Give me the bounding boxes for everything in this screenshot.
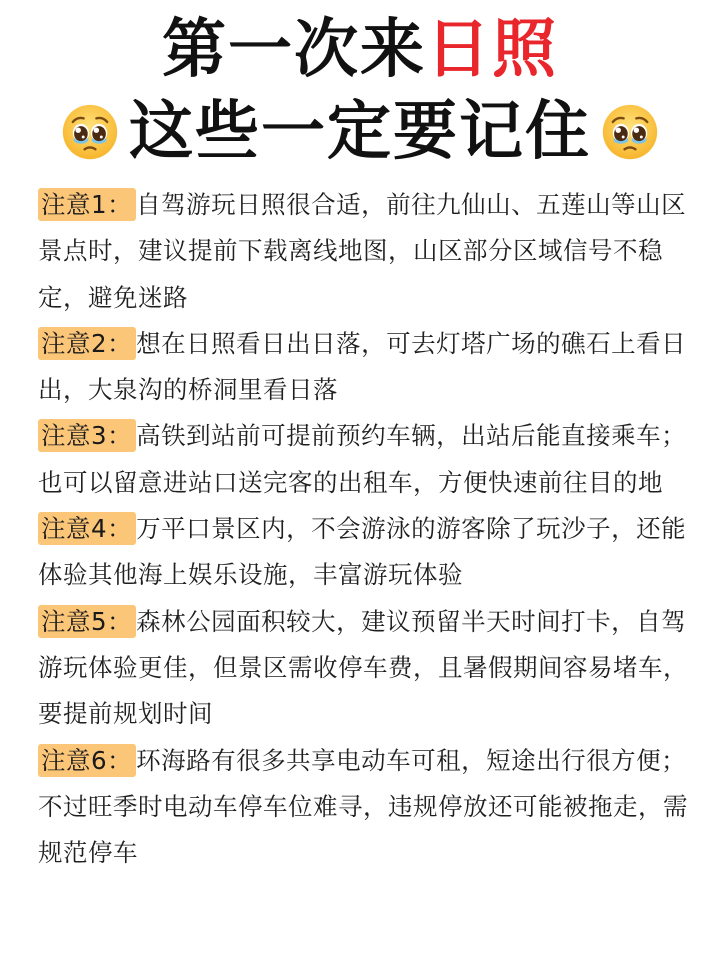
pleading-face-icon — [61, 103, 119, 161]
note-label: 注意1： — [38, 188, 136, 221]
note-text: 环海路有很多共享电动车可租，短途出行很方便；不过旺季时电动车停车位难寻，违规停放还可能被拖走，需规范停车 — [38, 745, 688, 868]
note-text: 自驾游玩日照很合适，前往九仙山、五莲山等山区景点时，建议提前下载离线地图，山区部分区域信号不稳定，避免迷路 — [38, 190, 687, 312]
note-item — [38, 321, 688, 414]
note-item — [38, 599, 688, 738]
note-item — [38, 506, 688, 599]
note-item — [38, 738, 688, 877]
note-text: 想在日照看日出日落，可去灯塔广场的礁石上看日出，大泉沟的桥洞里看日落 — [38, 328, 687, 405]
title-prefix: 第一次来 — [162, 13, 426, 87]
title-line-1 — [0, 12, 720, 88]
note-label: 注意6： — [38, 744, 136, 777]
note-text: 森林公园面积较大，建议预留半天时间打卡，自驾游玩体验更佳，但景区需收停车费，且暑假期间容易堵车，要提前规划时间 — [38, 606, 688, 729]
note-label: 注意3： — [38, 419, 136, 452]
note-label: 注意4： — [38, 512, 136, 545]
title-subtitle: 这些一定要记住 — [129, 95, 591, 169]
note-item — [38, 182, 688, 321]
note-text: 高铁到站前可提前预约车辆，出站后能直接乘车；也可以留意进站口送完客的出租车，方便快速前往目的地 — [38, 421, 687, 497]
note-item — [38, 413, 688, 506]
note-label: 注意5： — [38, 605, 136, 638]
notes-list — [38, 182, 688, 876]
title-highlight: 日照 — [426, 13, 558, 87]
title-line-2 — [0, 94, 720, 170]
pleading-face-icon — [601, 103, 659, 161]
note-label: 注意2： — [38, 327, 136, 360]
note-text: 万平口景区内，不会游泳的游客除了玩沙子，还能体验其他海上娱乐设施，丰富游玩体验 — [38, 514, 687, 590]
